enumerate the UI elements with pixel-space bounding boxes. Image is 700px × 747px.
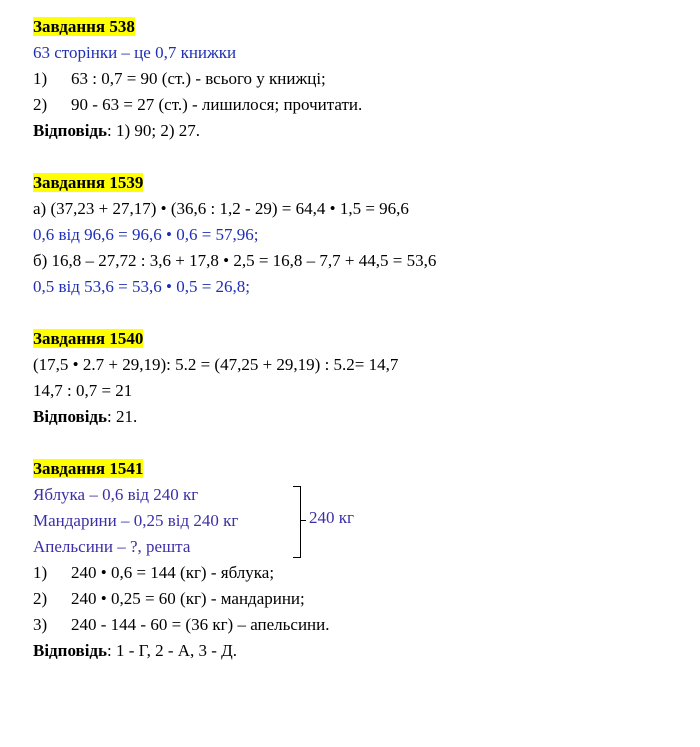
- task-1541-answer: [33, 638, 690, 664]
- heading-word: Завдання: [33, 17, 106, 36]
- heading-word: Завдання: [33, 173, 106, 192]
- step-number: 3): [33, 615, 48, 634]
- condition-oranges: Апельсини – ?, решта: [33, 537, 191, 556]
- spacer: [33, 144, 690, 170]
- answer-text: : 21.: [107, 407, 138, 426]
- step-number: 2): [33, 95, 48, 114]
- document-body: [33, 14, 690, 664]
- step-text: 240 • 0,6 = 144 (кг) - яблука;: [71, 563, 275, 582]
- step-number: 2): [33, 589, 48, 608]
- task-1541-step-3: [33, 612, 690, 638]
- step-text: 63 : 0,7 = 90 (ст.) - всього у книжці;: [71, 69, 326, 88]
- answer-label: Відповідь: [33, 407, 108, 426]
- heading-number: 1541: [105, 459, 144, 478]
- step-text: 240 • 0,25 = 60 (кг) - мандарини;: [71, 589, 305, 608]
- answer-text: : 1) 90; 2) 27.: [107, 121, 201, 140]
- step-number: 1): [33, 563, 48, 582]
- task-538-step-2: [33, 92, 690, 118]
- task-538-step-1: [33, 66, 690, 92]
- heading-number: 538: [105, 17, 135, 36]
- heading-word: Завдання: [33, 329, 106, 348]
- task-538-answer: [33, 118, 690, 144]
- task-1541-heading: [33, 456, 690, 482]
- task-1540-line-2: 14,7 : 0,7 = 21: [33, 381, 133, 400]
- task-1541-condition: [33, 482, 690, 560]
- step-text: 90 - 63 = 27 (ст.) - лишилося; прочитати.: [71, 95, 363, 114]
- curly-brace-tip: [300, 520, 306, 521]
- spacer: [33, 430, 690, 456]
- condition-mandarins: Мандарини – 0,25 від 240 кг: [33, 511, 239, 530]
- task-1539-part-b-result: 0,5 від 53,6 = 53,6 • 0,5 = 26,8;: [33, 277, 250, 296]
- task-1540-heading: [33, 326, 690, 352]
- curly-brace: [293, 486, 301, 558]
- task-1541-step-1: [33, 560, 690, 586]
- task-1539-part-a-result: 0,6 від 96,6 = 96,6 • 0,6 = 57,96;: [33, 225, 259, 244]
- task-538-heading: [33, 14, 690, 40]
- answer-label: Відповідь: [33, 121, 108, 140]
- task-1541-step-2: [33, 586, 690, 612]
- task-1540-answer: [33, 404, 690, 430]
- step-number: 1): [33, 69, 48, 88]
- condition-apples: Яблука – 0,6 від 240 кг: [33, 485, 199, 504]
- answer-label: Відповідь: [33, 641, 108, 660]
- spacer: [33, 300, 690, 326]
- task-1540-line-1: (17,5 • 2.7 + 29,19): 5.2 = (47,25 + 29,19) : 5.2= 14,7: [33, 355, 399, 374]
- task-1539-part-a: а) (37,23 + 27,17) • (36,6 : 1,2 - 29) = 64,4 • 1,5 = 96,6: [33, 199, 409, 218]
- heading-number: 1540: [105, 329, 144, 348]
- task-1539-heading: [33, 170, 690, 196]
- heading-word: Завдання: [33, 459, 106, 478]
- answer-text: : 1 - Г, 2 - А, 3 - Д.: [107, 641, 238, 660]
- task-538-condition: 63 сторінки – це 0,7 книжки: [33, 43, 237, 62]
- heading-number: 1539: [105, 173, 144, 192]
- step-text: 240 - 144 - 60 = (36 кг) – апельсини.: [71, 615, 330, 634]
- task-1539-part-b: б) 16,8 – 27,72 : 3,6 + 17,8 • 2,5 = 16,8 – 7,7 + 44,5 = 53,6: [33, 251, 437, 270]
- condition-total: 240 кг: [309, 508, 354, 527]
